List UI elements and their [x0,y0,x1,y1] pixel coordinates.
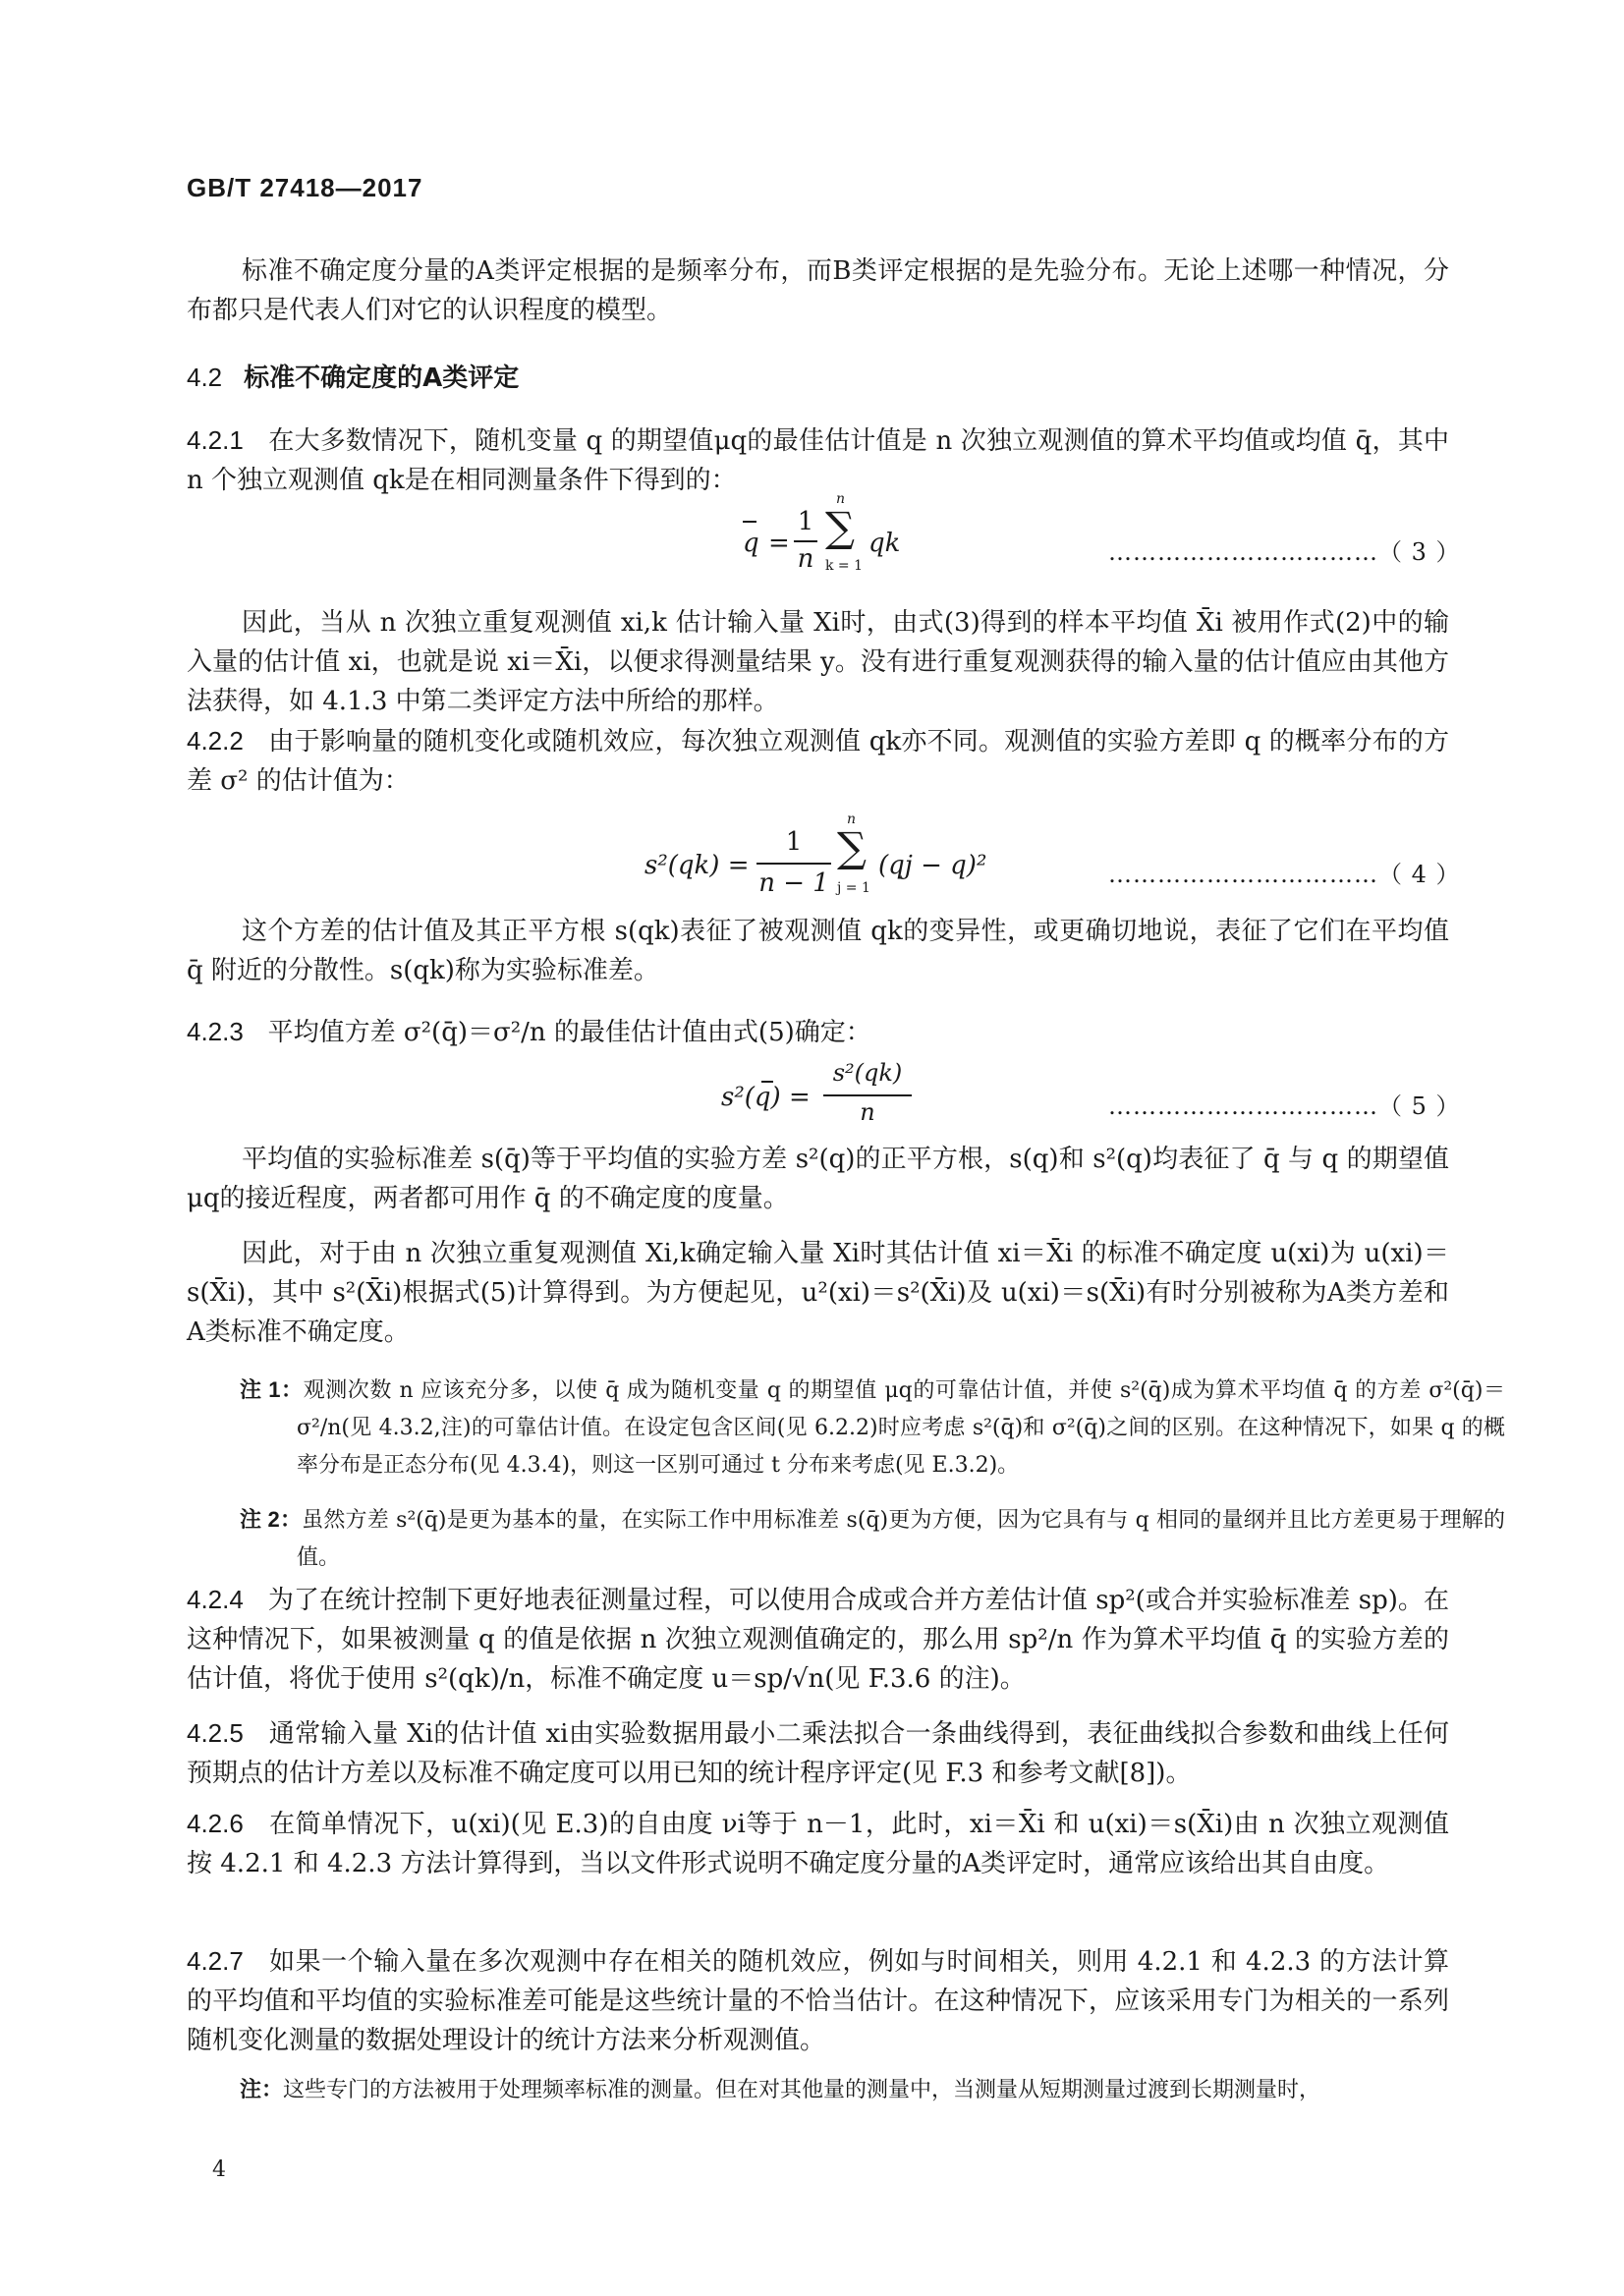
clause-text: 由于影响量的随机变化或随机效应，每次独立观测值 qk亦不同。观测值的实验方差即 q 的概率分布的方差 σ² 的估计值为： [187,727,1450,796]
eq4-fraction-bar [756,863,831,865]
eq4-sum: ∑ [837,823,867,871]
eq3-sum-top: n [836,491,846,507]
clause-text: 平均值方差 σ²(q̄)＝σ²/n 的最佳估计值由式(5)确定： [267,1018,871,1047]
clause-4-2-3 [187,1012,1449,1052]
standard-header: GB/T 27418—2017 [187,173,423,202]
eq4-denominator: n − 1 [758,868,829,898]
clause-number: 4.2.2 [187,726,244,756]
eq5-numerator: s²(qk) [832,1059,903,1087]
clause-4-2-3-continued: 平均值的实验标准差 s(q̄)等于平均值的实验方差 s²(q)的正平方根，s(q)和 s²(q)均表征了 q̄ 与 q 的期望值 μq的接近程度，两者都可用作 q̄ 的不确定度的度量。 [187,1145,1449,1213]
eq5-lhs: s²(q) = [721,1083,811,1112]
note-text: 虽然方差 s²(q̄)是更为基本的量，在实际工作中用标准差 s(q̄)更为方便，因为它具有与 q 相同的量纲并且比方差更易于理解的值。 [297,1508,1505,1570]
eq3-rhs: qk [868,529,901,558]
clause-4-2-4 [187,1580,1449,1699]
clause-text: 在简单情况下，u(xi)(见 E.3)的自由度 νi等于 n－1，此时，xi＝X̄i 和 u(xi)＝s(X̄i)由 n 次独立观测值按 4.2.1 和 4.2.3 方法计算得到，当以文件形式说明不确定度分量的A类评定时，通常应该给出其自由度。 [187,1810,1449,1878]
eq3-lhs: q [743,529,759,558]
section-number: 4.2 [187,363,223,392]
eq3-numerator: 1 [797,507,814,536]
clause-text: 如果一个输入量在多次观测中存在相关的随机效应，例如与时间相关，则用 4.2.1 和 4.2.3 的方法计算的平均值和平均值的实验标准差可能是这些统计量的不恰当估计。在这种情况下，应该采用专门为相关的一系列随机变化测量的数据处理设计的统计方法来分析观测值。 [187,1947,1449,2055]
clause-4-2-2 [187,721,1449,801]
eq4-sum-top: n [847,812,857,827]
clause-text: 通常输入量 Xi的估计值 xi由实验数据用最小二乘法拟合一条曲线得到，表征曲线拟合参数和曲线上任何预期点的估计方差以及标准不确定度可以用已知的统计程序评定(见 F.3 和参考文献[8])。 [187,1719,1449,1788]
section-heading [187,358,519,394]
clause-4-2-3-type-a: 因此，对于由 n 次独立重复观测值 Xi,k确定输入量 Xi时其估计值 xi＝X̄i 的标准不确定度 u(xi)为 u(xi)＝s(X̄i)，其中 s²(X̄i)根据式(5)计算得到。为方便起见，u²(xi)＝s²(X̄i)及 u(xi)＝s(X̄i)有时分别被称为A类方差和A类标准不确定度。 [187,1239,1449,1347]
section-title: 标准不确定度的A类评定 [244,364,520,393]
eq3-sum: ∑ [825,503,855,551]
clause-number: 4.2.4 [187,1585,244,1614]
eq4-numerator: 1 [785,827,803,857]
clause-4-2-1 [187,420,1449,500]
eq3-number: ……………………………（ 3 ） [1108,538,1461,566]
clause-4-2-5 [187,1713,1449,1793]
eq3-equals: = [768,529,790,558]
clause-4-2-6 [187,1804,1449,1883]
clause-number: 4.2.5 [187,1718,244,1748]
eq5-number: ……………………………（ 5 ） [1108,1092,1461,1120]
eq4-sum-bottom: j = 1 [837,880,870,896]
clause-4-2-1-continued: 因此，当从 n 次独立重复观测值 xi,k 估计输入量 Xi时，由式(3)得到的样本平均值 X̄i 被用作式(2)中的输入量的估计值 xi，也就是说 xi＝X̄i，以便求得测量结果 y。没有进行重复观测获得的输入量的估计值应由其他方法获得，如 4.1.3 中第二类评定方法中所给的那样。 [187,608,1449,716]
clause-4-2-2-continued: 这个方差的估计值及其正平方根 s(qk)表征了被观测值 qk的变异性，或更确切地说，表征了它们在平均值 q̄ 附近的分散性。s(qk)称为实验标准差。 [187,917,1449,985]
clause-number: 4.2.7 [187,1946,244,1976]
eq3-sum-bottom: k = 1 [825,558,864,574]
eq4-number: ……………………………（ 4 ） [1108,861,1461,888]
clause-4-2-7 [187,1941,1449,2060]
eq5-fraction-bar [823,1094,912,1096]
note-text: 这些专门的方法被用于处理频率标准的测量。但在对其他量的测量中，当测量从短期测量过渡到长期测量时， [283,2078,1321,2102]
eq4-lhs: s²(qk) = [644,851,750,880]
eq5-overline [761,1081,773,1083]
note-1 [240,1372,1505,1484]
eq3-fraction-bar [794,540,817,542]
eq5-denominator: n [860,1098,875,1126]
intro-paragraph: 标准不确定度分量的A类评定根据的是频率分布，而B类评定根据的是先验分布。无论上述哪一种情况，分布都只是代表人们对它的认识程度的模型。 [187,256,1449,325]
page-number: 4 [212,2157,226,2182]
clause-number: 4.2.3 [187,1017,244,1046]
note-3 [240,2071,1448,2109]
eq4-rhs: (qj − q)² [878,851,987,880]
clause-number: 4.2.1 [187,425,244,455]
note-label: 注 2： [240,1507,303,1532]
eq3-denominator: n [797,544,814,574]
note-label: 注： [240,2077,284,2101]
eq3-overline [743,521,756,523]
clause-text: 为了在统计控制下更好地表征测量过程，可以使用合成或合并方差估计值 sp²(或合并实验标准差 sp)。在这种情况下，如果被测量 q 的值是依据 n 次独立观测值确定的，那么用 sp²/n 作为算术平均值 q̄ 的实验方差的估计值，将优于使用 s²(qk)/n，标准不确定度 u＝sp/√n(见 F.3.6 的注)。 [187,1586,1450,1694]
note-2 [240,1501,1505,1577]
clause-text: 在大多数情况下，随机变量 q 的期望值μq的最佳估计值是 n 次独立观测值的算术平均值或均值 q̄，其中 n 个独立观测值 qk是在相同测量条件下得到的： [187,426,1449,495]
note-label: 注 1： [240,1377,304,1402]
clause-number: 4.2.6 [187,1809,244,1838]
note-text: 观测次数 n 应该充分多，以使 q̄ 成为随机变量 q 的期望值 μq的可靠估计值，并使 s²(q̄)成为算术平均值 q̄ 的方差 σ²(q̄)＝σ²/n(见 4.3.2,注)的可靠估计值。在设定包含区间(见 6.2.2)时应考虑 s²(q̄)和 σ²(q̄)之间的区别。在这种情况下，如果 q 的概率分布是正态分布(见 4.3.4)，则这一区别可通过 t 分布来考虑(见 E.3.2)。 [297,1378,1506,1478]
